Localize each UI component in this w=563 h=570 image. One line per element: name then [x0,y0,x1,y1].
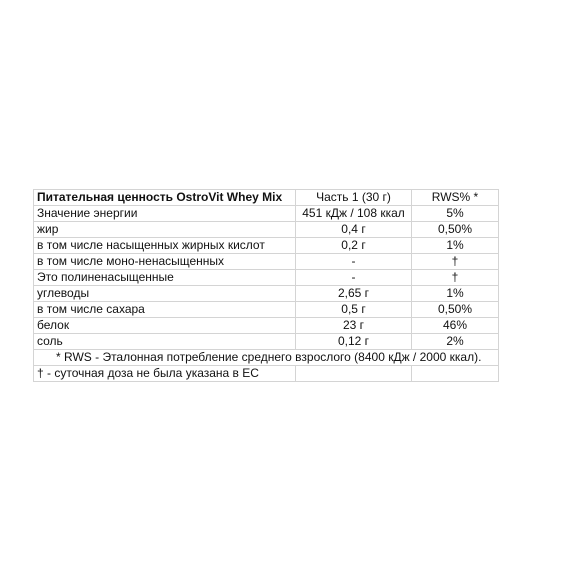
portion-value-cell: 0,5 г [296,302,412,318]
nutrient-name-cell: в том числе моно-ненасыщенных [34,254,296,270]
portion-value-cell: 0,12 г [296,334,412,350]
rws-value-cell: 0,50% [412,222,499,238]
nutrient-name-cell: Значение энергии [34,206,296,222]
table-row [34,254,499,270]
portion-value-cell: - [296,270,412,286]
nutrient-name-cell: Это полиненасыщенные [34,270,296,286]
header-rws-cell: RWS% * [412,190,499,206]
footnote-row [34,366,499,382]
rws-footnote: * RWS - Эталонная потребление среднего взрослого (8400 кДж / 2000 ккал). [34,350,499,366]
table-header-row [34,190,499,206]
table-row [34,222,499,238]
header-portion-cell: Часть 1 (30 г) [296,190,412,206]
portion-value-cell: 23 г [296,318,412,334]
portion-value-cell: 0,4 г [296,222,412,238]
dagger-footnote: † - суточная доза не была указана в ЕС [34,366,296,382]
nutrient-name-cell: белок [34,318,296,334]
nutrient-name-cell: в том числе сахара [34,302,296,318]
rws-value-cell: 1% [412,238,499,254]
table-row [34,302,499,318]
rws-value-cell: 5% [412,206,499,222]
table-row [34,334,499,350]
footnote-row [34,350,499,366]
nutrient-name-cell: в том числе насыщенных жирных кислот [34,238,296,254]
table-row [34,286,499,302]
rws-value-cell: 46% [412,318,499,334]
table-row [34,270,499,286]
header-name-cell: Питательная ценность OstroVit Whey Mix [34,190,296,206]
portion-value-cell: 2,65 г [296,286,412,302]
empty-cell [296,366,412,382]
nutrient-name-cell: жир [34,222,296,238]
table-row [34,206,499,222]
table-row [34,238,499,254]
rws-value-cell: † [412,254,499,270]
rws-value-cell: † [412,270,499,286]
portion-value-cell: 451 кДж / 108 ккал [296,206,412,222]
rws-value-cell: 0,50% [412,302,499,318]
nutrition-table [33,189,499,382]
portion-value-cell: - [296,254,412,270]
portion-value-cell: 0,2 г [296,238,412,254]
empty-cell [412,366,499,382]
rws-value-cell: 2% [412,334,499,350]
nutrient-name-cell: соль [34,334,296,350]
rws-value-cell: 1% [412,286,499,302]
nutrition-sheet [33,189,498,382]
nutrient-name-cell: углеводы [34,286,296,302]
table-row [34,318,499,334]
